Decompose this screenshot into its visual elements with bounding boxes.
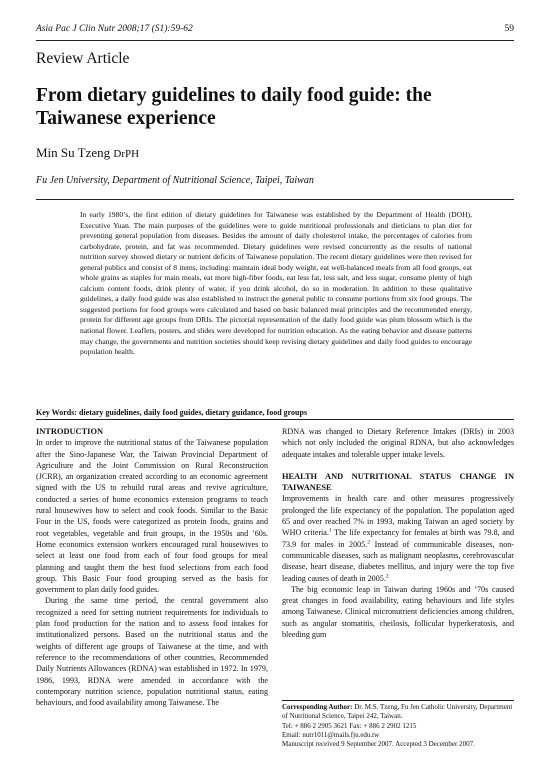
left-column — [36, 423, 268, 708]
keywords: Key Words: dietary guidelines, daily food guides, dietary guidance, food groups — [36, 408, 308, 417]
health-paragraph-1: Improvements in health care and other measures progressively prolonged the life expectancy of the population. The population aged 65 and over reached 7% in 1993, making Taiwan an aged society by WHO criteria.$^1$ The life expectancy for females at birth was 79.8, and 73.9 for males in 2005.$^2$ Instead of communicable diseases, non-communicable diseases, such as malignant neoplasms, cerebrovascular disease, heart disease, diabetes mellitus, and injury were the top five leading causes of death in 2005.$^2$ — [282, 494, 514, 583]
journal-citation: Asia Pac J Clin Nutr 2008;17 (S1):59-62 — [36, 24, 193, 34]
section-heading-health-status: HEALTH AND NUTRITIONAL STATUS CHANGE IN TAIWANESE — [282, 471, 514, 493]
page-number: 59 — [504, 24, 514, 34]
abstract-top-rule — [36, 199, 514, 200]
rdna-paragraph: RDNA was changed to Dietary Reference Intakes (DRIs) in 2003 which not only included the original RDNA, but also acknowledges adequate intakes and tolerable upper intake levels. — [282, 427, 514, 459]
correspondence-author: Corresponding Author: Dr. M.S. Tzeng, Fu Jen Catholic University, Department of Nutritional Science, Taipei 242, Taiwan. — [282, 703, 513, 721]
header-rule — [36, 40, 514, 41]
author-degree: DrPH — [113, 148, 140, 160]
author-line — [36, 145, 139, 161]
affiliation: Fu Jen University, Department of Nutritional Science, Taipei, Taiwan — [36, 175, 314, 186]
correspondence-phone: Tel: + 886 2 2905 3621 Fax: + 886 2 2902 1215 — [282, 721, 417, 730]
intro-paragraph-1: In order to improve the nutritional status of the Taiwanese population after the Sino-Japanese War, the Taiwan Provincial Department of Agriculture and the Joint Commission on Rural Reconstruction (JCRR), an organization created according to an economic agreement signed with the US to rebuild rural areas and revive agriculture, conducted a series of home economics extension programs to teach rural housewives how to select and cook foods. Similar to the Basic Four in the US, foods were categorized as protein foods, grains and root vegetables, vegetable and fruit groups, in the 1950s and ’60s. Home economics extension workers encouraged rural housewives to select at least one food from each of four food groups for meal planning and taught them the best food selections from each food group. This Basic Four food grouping served as the basis for government to plan daily food guides. — [36, 438, 268, 595]
correspondence-footnote — [282, 700, 514, 749]
section-heading-introduction: INTRODUCTION — [36, 427, 104, 436]
correspondence-email: Email: nutr1011@mails.fju.edu.tw — [282, 730, 380, 739]
health-paragraph-2: The big economic leap in Taiwan during 1960s and ’70s caused great changes in food availability, eating behaviours and life styles among Taiwanese. Clinical micronutrient deficiencies among children, such as angular stomatitis, cheilosis, follicular hyperkeratosis, and bleeding gum — [282, 584, 514, 640]
manuscript-dates: Manuscript received 9 September 2007. Accepted 3 December 2007. — [282, 740, 475, 749]
reference-1: 1 — [328, 527, 332, 534]
intro-paragraph-2: During the same time period, the central government also recognized a need for setting nutrient requirements for individuals to plan food production for the nation and to assess food intakes for institutionalized persons. Based on the nutritional status and the weights of different age groups of Taiwanese at the time, and with reference to the recommendations of other countries, Recommended Daily Nutrients Allowances (RDNA) was established in 1972. In 1979, 1986, 1993, RDNA were amended in accordance with the contemporary nutrition science, population nutritional status, eating behaviours, and food availability among Taiwanese. The — [36, 596, 268, 708]
reference-2: 2 — [367, 538, 371, 545]
abstract: In early 1980’s, the first edition of dietary guidelines for Taiwanese was established by the Department of Health (DOH), Executive Yuan. The main purposes of the guidelines were to guide nutritional professionals and dieticians to plan diet for preventing general population from diseases. Besides the amount of daily cholesterol intake, the percentages of calories from carbohydrate, protein, and fat was recommended. Dietary guidelines were revised concurrently as the results of national nutrition survey showed dietary or nutrient deficits of Taiwanese population. The recent dietary guidelines were then revised for general publics and consist of 8 items, including: maintain ideal body weight, eat well-balanced meals from all food groups, eat whole grains as staples for main meals, eat more high-fiber foods, eat less fat, less salt, and less sugar, consume plenty of high calcium content foods, drink plenty of water, if you drink alcohol, do so in moderation. In addition to these qualitative guidelines, a daily food guide was also established to instruct the general public to consume portions from six food groups. The suggested portions for food groups were calculated and based on basic balanced meal principles and the recommended energy, protein for different age groups from DRIs. The pictorial representation of the daily food guide was plum blossom which is the national flower. Leaflets, posters, and slides were developed for nutrition education. As the eating behavior and disease patterns may change, the governments and nutrition societies should keep revising dietary guidelines and daily food guides to encourage population health. — [80, 210, 472, 357]
article-type: Review Article — [36, 50, 130, 67]
running-header — [36, 24, 514, 38]
author-name: Min Su Tzeng — [36, 145, 111, 160]
abstract-bottom-rule — [36, 419, 514, 420]
article-title: From dietary guidelines to daily food guide: the Taiwanese experience — [36, 85, 432, 129]
right-column — [282, 423, 514, 640]
reference-2-repeat: 2 — [385, 572, 389, 579]
